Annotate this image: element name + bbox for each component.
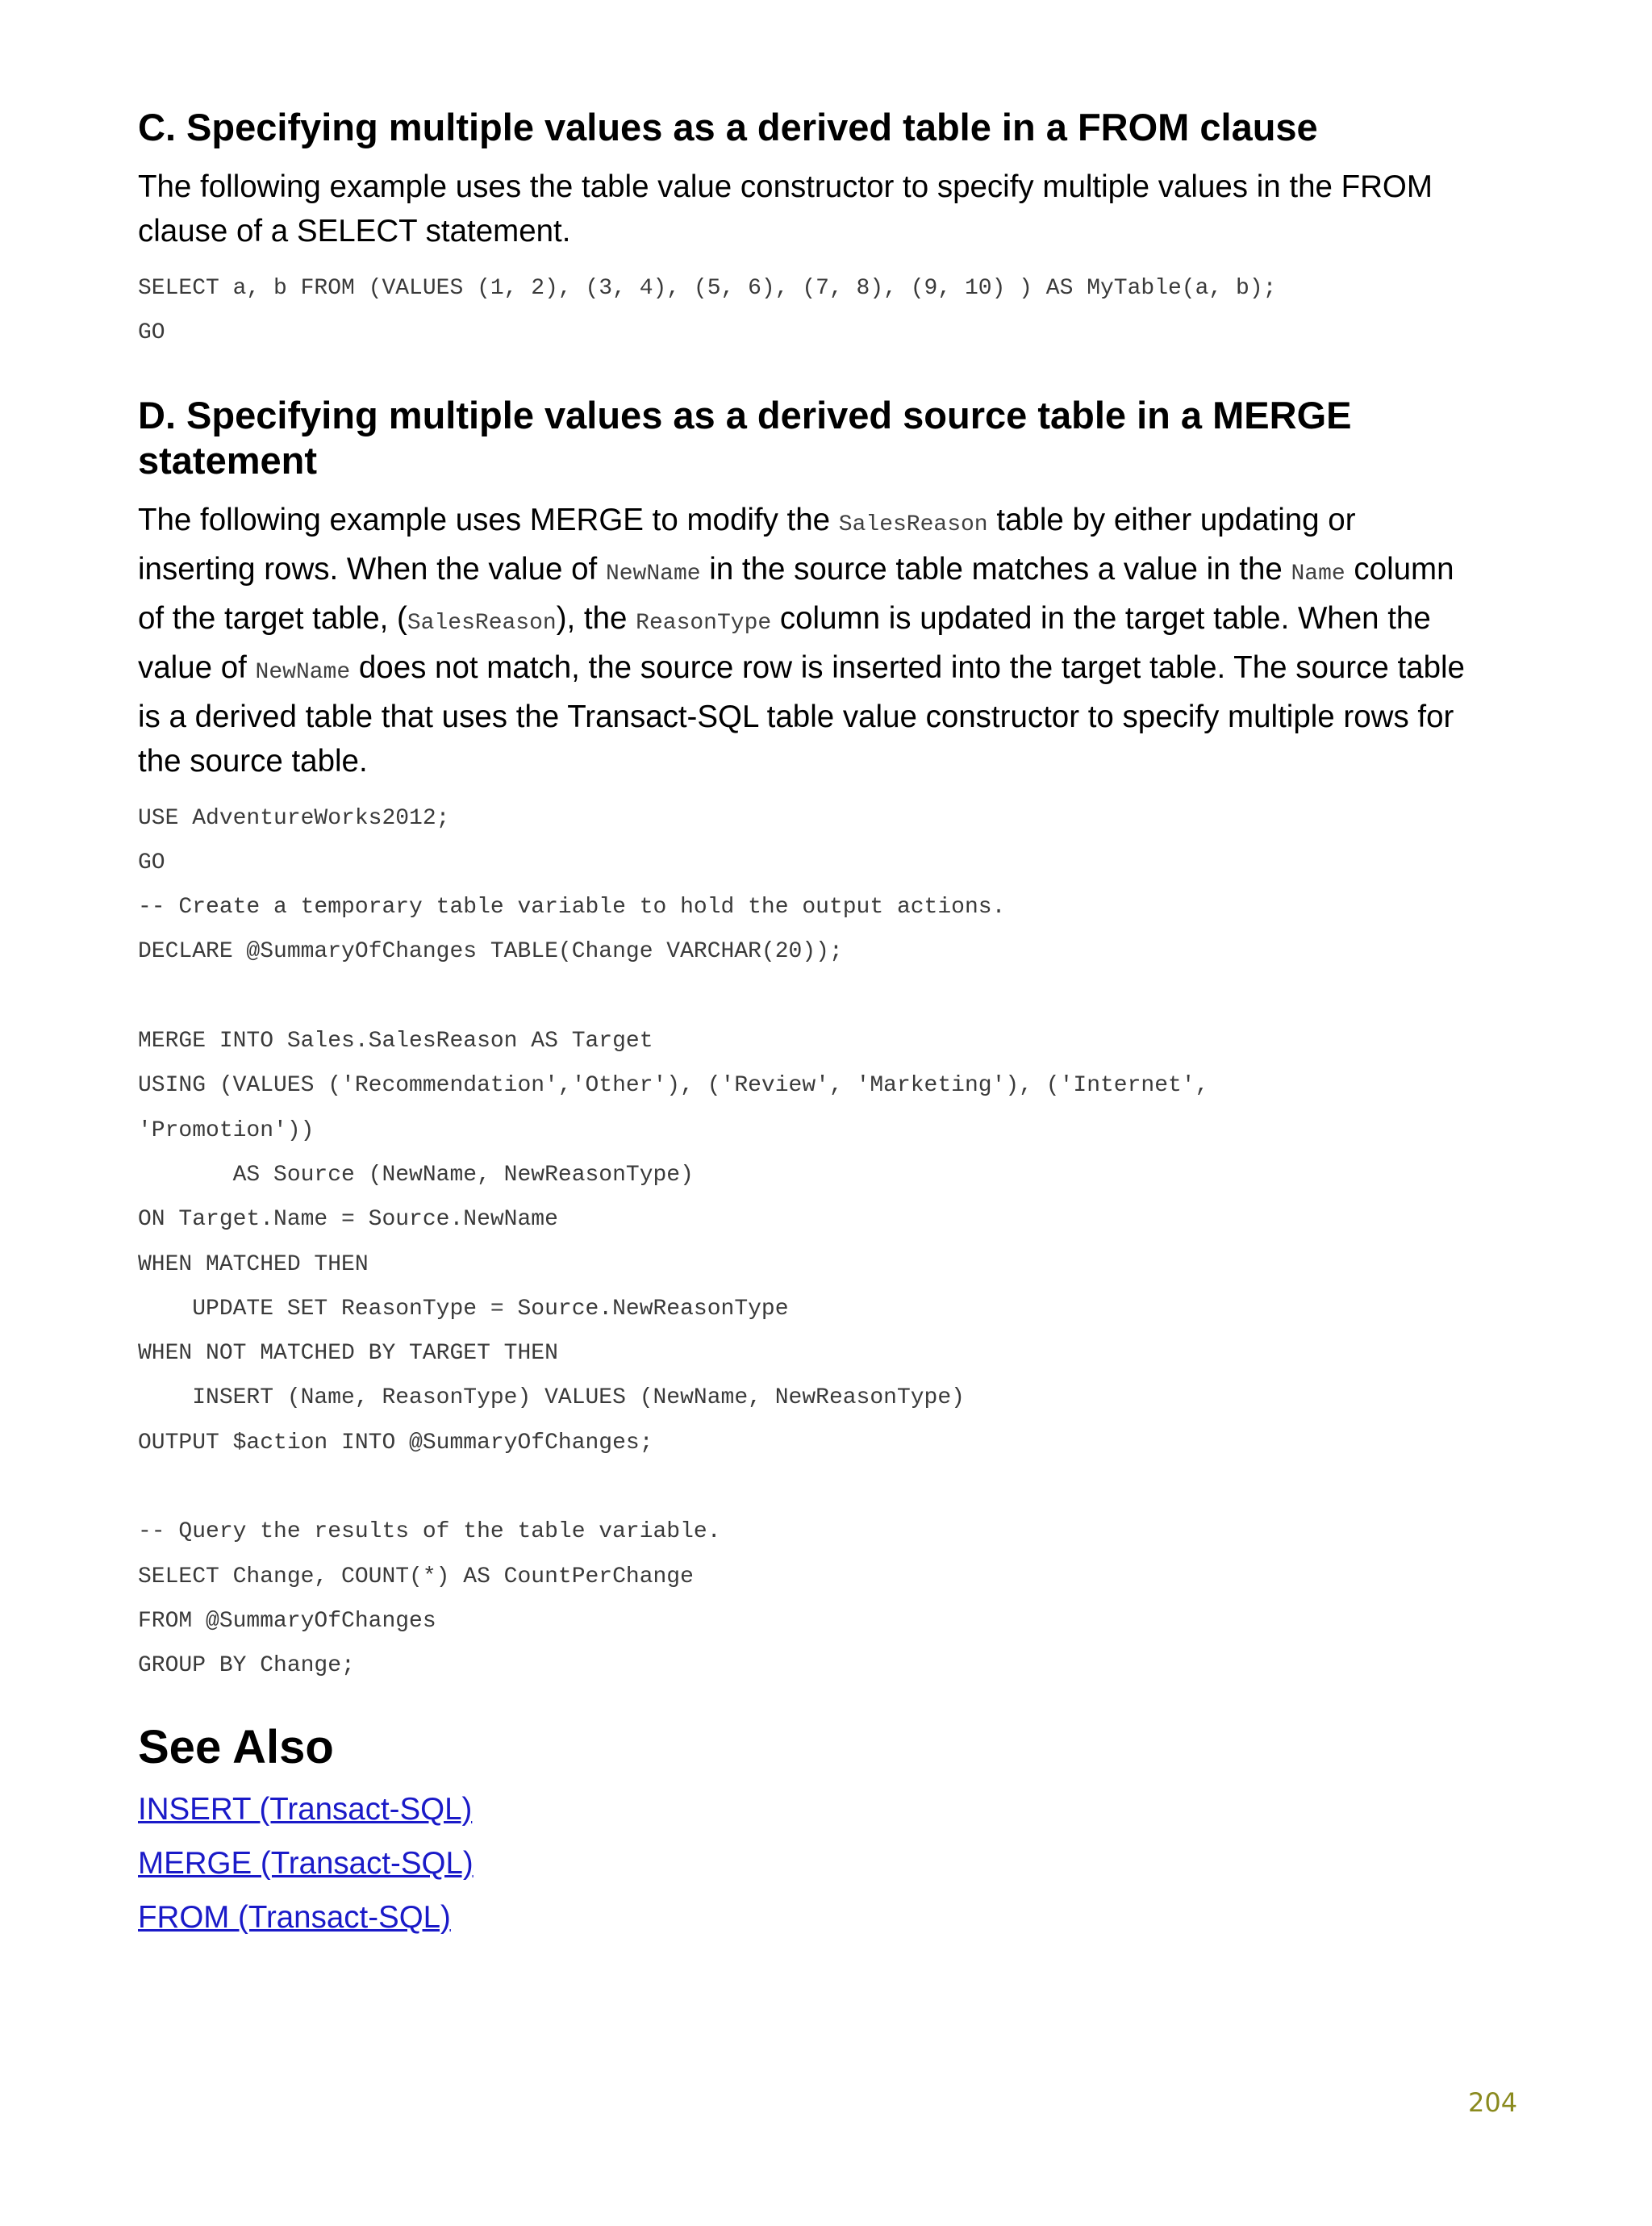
inline-code: ReasonType	[636, 610, 772, 636]
para-text: does not match, the source row is inserted into the target table. The source table	[350, 649, 1465, 685]
code-line: AS Source (NewName, NewReasonType)	[138, 1162, 694, 1188]
code-line	[138, 975, 1525, 1019]
code-line: INSERT (Name, ReasonType) VALUES (NewName, NewReasonType)	[138, 1385, 965, 1411]
see-also-heading: See Also	[138, 1720, 334, 1773]
link-insert-transact-sql[interactable]: INSERT (Transact-SQL)	[138, 1791, 473, 1827]
code-line: SELECT a, b FROM (VALUES (1, 2), (3, 4), (5, 6), (7, 8), (9, 10) ) AS MyTable(a, b);	[138, 276, 1277, 301]
section-d-heading-line-1: D. Specifying multiple values as a derived source table in a MERGE	[138, 393, 1352, 436]
code-line: GO	[138, 850, 165, 875]
code-line: FROM @SummaryOfChanges	[138, 1608, 436, 1634]
section-c-paragraph	[138, 165, 1525, 253]
para-text: column is updated in the target table. When the	[771, 600, 1431, 636]
code-line: WHEN NOT MATCHED BY TARGET THEN	[138, 1341, 558, 1367]
inline-code: NewName	[605, 561, 701, 587]
section-c-heading: C. Specifying multiple values as a derived table in a FROM clause	[138, 106, 1318, 148]
inline-code: NewName	[255, 659, 351, 685]
code-line: ON Target.Name = Source.NewName	[138, 1207, 558, 1233]
code-line: SELECT Change, COUNT(*) AS CountPerChange	[138, 1564, 694, 1589]
page-number: 204	[1468, 2087, 1518, 2118]
code-line: -- Query the results of the table variable.	[138, 1519, 721, 1545]
para-text: of the target table, (	[138, 600, 407, 636]
code-line: USE AdventureWorks2012;	[138, 805, 450, 831]
link-from-transact-sql[interactable]: FROM (Transact-SQL)	[138, 1899, 451, 1935]
document-page	[138, 105, 1525, 1944]
para-text: column	[1345, 551, 1454, 587]
code-line	[138, 1465, 1525, 1510]
section-c-para-line-1: The following example uses the table value constructor to specify multiple values in the FROM	[138, 169, 1433, 204]
inline-code: SalesReason	[407, 610, 557, 636]
inline-code: SalesReason	[838, 512, 988, 537]
para-text: in the source table matches a value in the	[700, 551, 1291, 587]
section-d-heading-line-2: statement	[138, 438, 318, 482]
para-text: inserting rows. When the value of	[138, 551, 606, 587]
para-text: The following example uses MERGE to modify the	[138, 502, 839, 537]
link-merge-transact-sql[interactable]: MERGE (Transact-SQL)	[138, 1845, 473, 1881]
section-d-code-block	[138, 796, 1525, 1689]
code-line: GO	[138, 320, 165, 346]
code-line: 'Promotion'))	[138, 1117, 315, 1143]
code-line: MERGE INTO Sales.SalesReason AS Target	[138, 1029, 653, 1055]
code-line: GROUP BY Change;	[138, 1653, 355, 1679]
code-line: OUTPUT $action INTO @SummaryOfChanges;	[138, 1430, 653, 1455]
code-line: -- Create a temporary table variable to hold the output actions.	[138, 895, 1006, 921]
para-text: is a derived table that uses the Transact-SQL table value constructor to specify multiple rows for	[138, 699, 1454, 734]
code-line: UPDATE SET ReasonType = Source.NewReasonType	[138, 1296, 789, 1322]
code-line: WHEN MATCHED THEN	[138, 1251, 369, 1277]
code-line: USING (VALUES ('Recommendation','Other'), ('Review', 'Marketing'), ('Internet',	[138, 1073, 1209, 1099]
section-d-paragraph	[138, 498, 1525, 783]
para-text: ), the	[556, 600, 636, 636]
para-text: table by either updating or	[987, 502, 1356, 537]
section-d-heading	[138, 393, 1525, 483]
para-text: the source table.	[138, 743, 368, 779]
section-c-para-line-2: clause of a SELECT statement.	[138, 214, 571, 248]
code-line: DECLARE @SummaryOfChanges TABLE(Change VARCHAR(20));	[138, 939, 843, 965]
para-text: value of	[138, 649, 256, 685]
inline-code: Name	[1291, 561, 1345, 587]
section-c-code-block	[138, 266, 1525, 356]
